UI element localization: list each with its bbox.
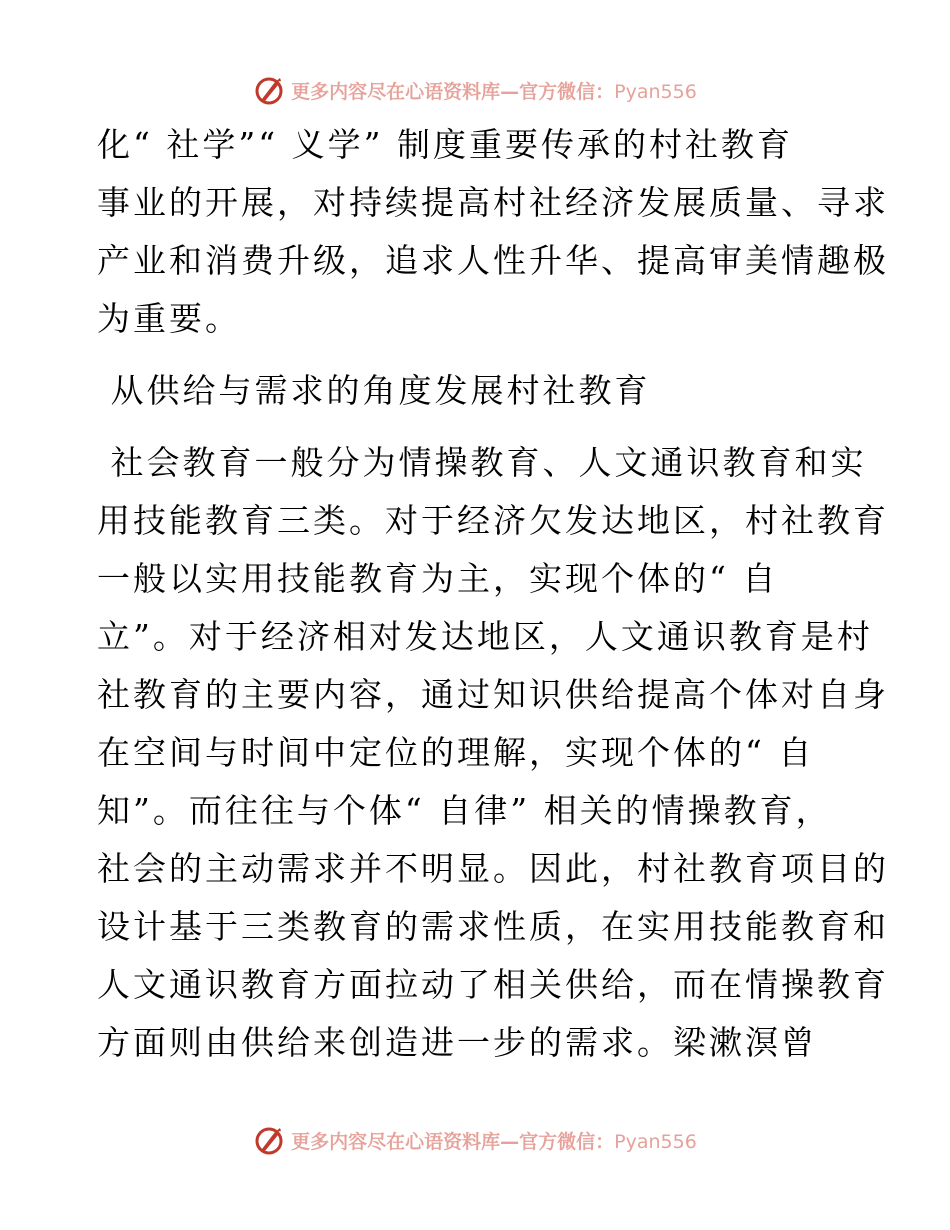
text-line: 方面则由供给来创造进一步的需求。梁漱溟曾 xyxy=(97,1023,817,1062)
quill-pen-logo-icon xyxy=(253,74,285,106)
paragraph-gap xyxy=(97,348,857,362)
text-line: 化“ 社学”“ 义学” 制度重要传承的村社教育 xyxy=(97,125,793,164)
text-line: 产业和消费升级，追求人性升华、提高审美情趣极 xyxy=(97,241,889,280)
section-heading xyxy=(97,362,857,420)
text-line: 为重要。 xyxy=(97,299,241,338)
text-line: 在空间与时间中定位的理解，实现个体的“ 自 xyxy=(97,733,815,772)
footer-banner-inner xyxy=(253,1124,697,1156)
paragraph-gap xyxy=(97,420,857,434)
text-line: 社教育的主要内容，通过知识供给提高个体对自身 xyxy=(97,675,889,714)
text-line: 事业的开展，对持续提高村社经济发展质量、寻求 xyxy=(97,183,889,222)
text-line: 一般以实用技能教育为主，实现个体的“ 自 xyxy=(97,559,779,598)
text-line: 立”。对于经济相对发达地区，人文通识教育是村 xyxy=(97,617,873,656)
text-line: 人文通识教育方面拉动了相关供给，而在情操教育 xyxy=(97,965,889,1004)
text-line: 设计基于三类教育的需求性质，在实用技能教育和 xyxy=(97,907,889,946)
header-banner-text xyxy=(291,77,697,104)
footer-banner-text xyxy=(291,1127,697,1154)
footer-banner xyxy=(0,1120,950,1160)
text-line: 社会教育一般分为情操教育、人文通识教育和实 xyxy=(97,443,867,482)
header-banner-label: 更多内容尽在心语资料库—官方微信： xyxy=(291,80,615,103)
text-line: 用技能教育三类。对于经济欠发达地区，村社教育 xyxy=(97,501,889,540)
header-banner-inner xyxy=(253,74,697,106)
paragraph-1 xyxy=(97,116,889,348)
document-body xyxy=(97,116,889,1072)
heading-line: 从供给与需求的角度发展村社教育 xyxy=(97,371,651,410)
quill-pen-logo-icon xyxy=(253,1124,285,1156)
text-line: 社会的主动需求并不明显。因此，村社教育项目的 xyxy=(97,849,889,888)
header-banner xyxy=(0,70,950,110)
footer-banner-handle: Pyan556 xyxy=(614,1130,697,1153)
header-banner-handle: Pyan556 xyxy=(614,80,697,103)
paragraph-2 xyxy=(97,434,889,1072)
text-line: 知”。而往往与个体“ 自律” 相关的情操教育， xyxy=(97,791,832,830)
footer-banner-label: 更多内容尽在心语资料库—官方微信： xyxy=(291,1130,615,1153)
